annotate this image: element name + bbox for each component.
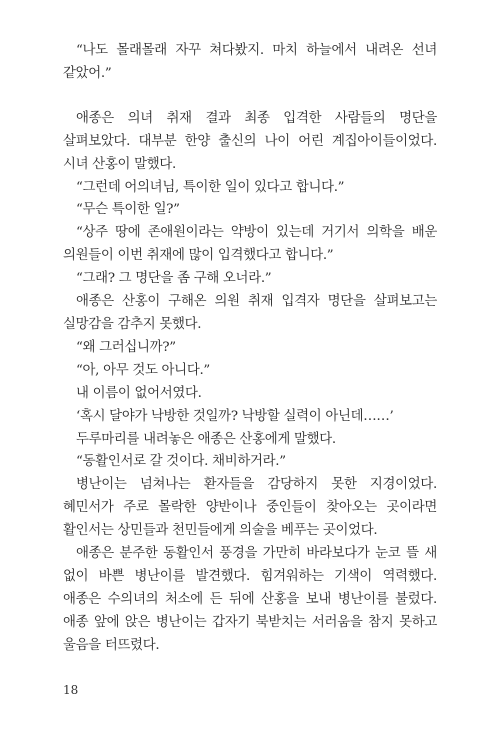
paragraph-10: 내 이름이 없어서였다. — [76, 385, 202, 401]
body-text — [63, 40, 437, 658]
paragraph-6: “그래? 그 명단을 좀 구해 오너라.” — [76, 271, 272, 287]
paragraph-gap — [63, 86, 437, 108]
paragraph-12: 두루마리를 내려놓은 애종은 산홍에게 말했다. — [76, 431, 336, 447]
paragraph-11: ‘혹시 달야가 낙방한 것일까? 낙방할 실력이 아닌데……’ — [76, 408, 394, 424]
paragraph-5: “상주 땅에 존애원이라는 약방이 있는데 거기서 의학을 배운 의원들이 이번 취재에 많이 입격했다고 합니다.” — [63, 225, 437, 264]
paragraph-3: “그런데 어의녀님, 특이한 일이 있다고 합니다.” — [76, 179, 345, 195]
paragraph-14: 병난이는 넘쳐나는 환자들을 감당하지 못한 지경이었다. 혜민서가 주로 몰락한 양반이나 중인들이 찾아오는 곳이라면 활인서는 상민들과 천민들에게 의술을 베푸는 곳이었다. — [63, 477, 437, 539]
paragraph-15: 애종은 분주한 동활인서 풍경을 가만히 바라보다가 눈코 뜰 새 없이 바쁜 병난이를 발견했다. 힘겨워하는 기색이 역력했다. 애종은 수의녀의 처소에 든 뒤에 산홍을 보내 병난이를 불렀다. 애종 앞에 앉은 병난이는 갑자기 북받치는 서러움을 참지 못하고 울음을 터뜨렸다. — [63, 546, 437, 653]
paragraph-7: 애종은 산홍이 구해온 의원 취재 입격자 명단을 살펴보고는 실망감을 감추지 못했다. — [63, 294, 437, 332]
paragraph-2: 애종은 의녀 취재 결과 최종 입격한 사람들의 명단을 살펴보았다. 대부분 한양 출신의 나이 어린 계집아이들이었다. 시녀 산홍이 말했다. — [63, 110, 437, 172]
paragraph-9: “아, 아무 것도 아니다.” — [76, 362, 210, 378]
paragraph-4: “무슨 특이한 일?” — [76, 202, 180, 218]
paragraph-1: “나도 몰래몰래 자꾸 쳐다봤지. 마치 하늘에서 내려온 선녀 같았어.” — [63, 43, 437, 81]
paragraph-8: “왜 그러십니까?” — [76, 339, 176, 355]
page-number: 18 — [63, 683, 79, 697]
paragraph-13: “동활인서로 갈 것이다. 채비하거라.” — [76, 454, 286, 470]
